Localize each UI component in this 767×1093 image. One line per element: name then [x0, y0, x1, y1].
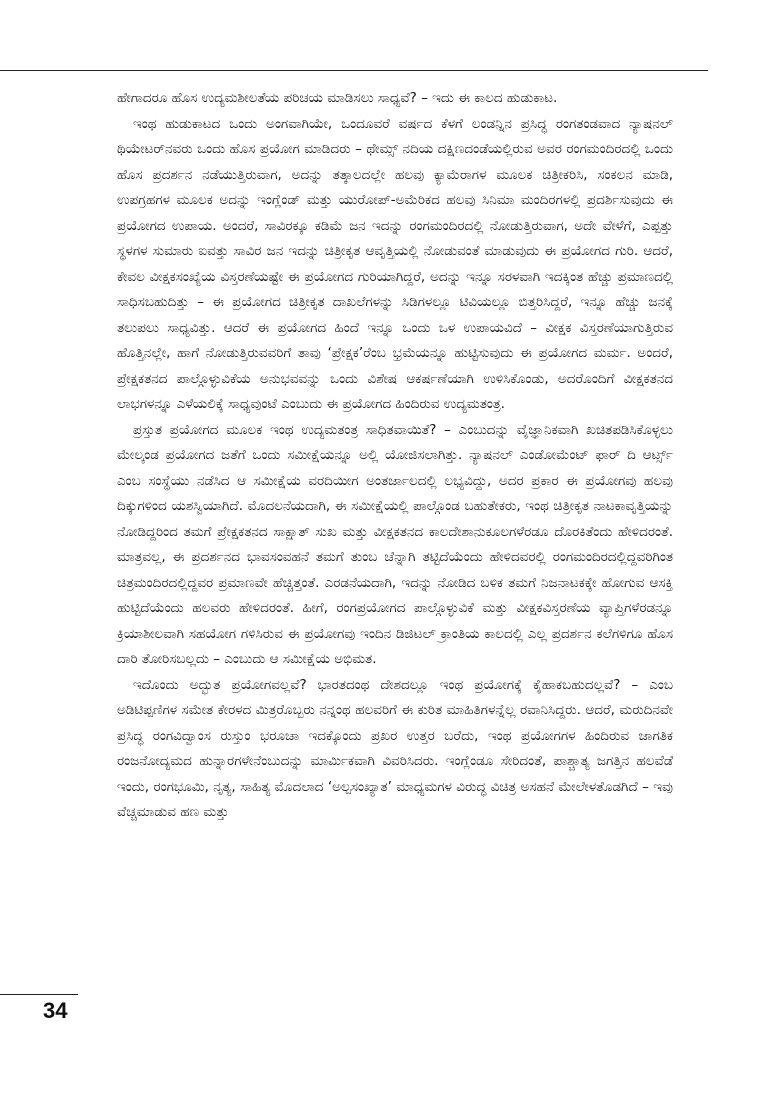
- paragraph-3: ಪ್ರಸ್ತುತ ಪ್ರಯೋಗದ ಮೂಲಕ ಇಂಥ ಉದ್ಯಮತಂತ್ರ ಸಾಧಿತವಾಯಿತೆ? – ಎಂಬುದನ್ನು ವೈಜ್ಞಾನಿಕವಾಗಿ ಖಚಿತಪಡಿಸಿಕೊಳ್ಳಲು ಮೇಲ್ಕಂಡ ಪ್ರಯೋಗದ ಜತೆಗೆ ಒಂದು ಸಮೀಕ್ಷೆಯನ್ನೂ ಅಲ್ಲಿ ಯೋಜಿಸಲಾಗಿತ್ತು. ನ್ಯಾಷನಲ್ ಎಂಡೋಮೆಂಟ್ ಫಾರ್ ದಿ ಆರ್ಟ್ಸ್ ಎಂಬ ಸಂಸ್ಥೆಯು ನಡೆಸಿದ ಆ ಸಮೀಕ್ಷೆಯ ವರದಿಯೀಗ ಅಂತರ್ಜಾಲದಲ್ಲಿ ಲಭ್ಯವಿದ್ದು, ಅದರ ಪ್ರಕಾರ ಈ ಪ್ರಯೋಗವು ಹಲವು ದಿಕ್ಕುಗಳಿಂದ ಯಶಸ್ವಿಯಾಗಿದೆ. ಮೊದಲನೆಯದಾಗಿ, ಈ ಸಮೀಕ್ಷೆಯಲ್ಲಿ ಪಾಲ್ಗೊಂಡ ಬಹುತೇಕರು, ಇಂಥ ಚಿತ್ರೀಕೃತ ನಾಟಕಾವೃತ್ತಿಯನ್ನು ನೋಡಿದ್ದರಿಂದ ತಮಗೆ ಪ್ರೇಕ್ಷಕತನದ ಸಾಕ್ಷಾತ್ ಸುಖ ಮತ್ತು ವೀಕ್ಷಕತನದ ಕಾಲದೇಶಾನುಕೂಲಗಳೆರಡೂ ದೊರಕಿತೆಂದು ಹೇಳಿದರಂತೆ. ಮಾತ್ರವಲ್ಲ, ಈ ಪ್ರದರ್ಶನದ ಭಾವಸಂವಹನೆ ತಮಗೆ ತುಂಬ ಚೆನ್ನಾಗಿ ತಟ್ಟಿದೆಯೆಂದು ಹೇಳಿದವರಲ್ಲಿ ರಂಗಮಂದಿರದಲ್ಲಿದ್ದವರಿಗಿಂತ ಚಿತ್ರಮಂದಿರದಲ್ಲಿದ್ದವರ ಪ್ರಮಾಣವೇ ಹೆಚ್ಚಿತ್ತಂತೆ. ಎರಡನೆಯದಾಗಿ, ಇದನ್ನು ನೋಡಿದ ಬಳಿಕ ತಮಗೆ ನಿಜನಾಟಕಕ್ಕೇ ಹೋಗುವ ಆಸಕ್ತಿ ಹುಟ್ಟಿದೆಯೆಂದು ಹಲವರು ಹೇಳಿದರಂತೆ. ಹೀಗೆ, ರಂಗಪ್ರಯೋಗದ ಪಾಲ್ಗೊಳ್ಳುವಿಕೆ ಮತ್ತು ವೀಕ್ಷಕವಿಸ್ತರಣೆಯ ವ್ಯಾಪ್ತಿಗಳೆರಡನ್ನೂ ಕ್ರಿಯಾಶೀಲವಾಗಿ ಸಹಯೋಗ ಗಳಿಸಿರುವ ಈ ಪ್ರಯೋಗವು ಇಂದಿನ ಡಿಜಿಟಲ್ ಕ್ರಾಂತಿಯ ಕಾಲದಲ್ಲಿ ಎಲ್ಲ ಪ್ರದರ್ಶನ ಕಲೆಗಳಿಗೂ ಹೊಸ ದಾರಿ ತೋರಿಸಬಲ್ಲದು – ಎಂಬುದು ಆ ಸಮೀಕ್ಷೆಯ ಅಭಿಮತ.: [117, 421, 673, 667]
- paragraph-1: ಹೇಗಾದರೂ ಹೊಸ ಉದ್ಯಮಶೀಲತೆಯ ಪರಿಚಯ ಮಾಡಿಸಲು ಸಾಧ್ಯವೆ? – ಇದು ಈ ಕಾಲದ ಹುಡುಕಾಟ.: [117, 90, 558, 106]
- paragraph-4: ಇದೊಂದು ಅದ್ಭುತ ಪ್ರಯೋಗವಲ್ಲವೆ? ಭಾರತದಂಥ ದೇಶದಲ್ಲೂ ಇಂಥ ಪ್ರಯೋಗಕ್ಕೆ ಕೈಹಾಕಬಹುದಲ್ಲವೆ? – ಎಂಬ ಅಡಿಟಿಪ್ಪಣಿಗಳ ಸಮೇತ ಕೇರಳದ ಮಿತ್ರರೊಬ್ಬರು ನನ್ನಂಥ ಹಲವರಿಗೆ ಈ ಕುರಿತ ಮಾಹಿತಿಗಳನ್ನೆಲ್ಲ ರವಾನಿಸಿದ್ದರು. ಆದರೆ, ಮರುದಿನವೇ ಪ್ರಸಿದ್ಧ ರಂಗವಿದ್ವಾಂಸ ರುಸ್ತುಂ ಭರೂಚಾ ಇದಕ್ಕೊಂದು ಪ್ರಖರ ಉತ್ತರ ಬರೆದು, ಇಂಥ ಪ್ರಯೋಗಗಳ ಹಿಂದಿರುವ ಜಾಗತಿಕ ರಂಜನೋದ್ಯಮದ ಹುನ್ನಾರಗಳೇನೆಂಬುದನ್ನು ಮಾರ್ಮಿಕವಾಗಿ ವಿವರಿಸಿದರು. ಇಂಗ್ಲೆಂಡೂ ಸೇರಿದಂತೆ, ಪಾಶ್ಚಾತ್ಯ ಜಗತ್ತಿನ ಹಲವೆಡೆ ಇಂದು, ರಂಗಭೂಮಿ, ನೃತ್ಯ, ಸಾಹಿತ್ಯ ಮೊದಲಾದ ‘ಅಲ್ಪಸಂಖ್ಯಾತ’ ಮಾಧ್ಯಮಗಳ ವಿರುದ್ಧ ವಿಚಿತ್ರ ಅಸಹನೆ ಮೇಲೇಳತೊಡಗಿದೆ – ಇವು ವೆಚ್ಚಮಾಡುವ ಹಣ ಮತ್ತು: [117, 676, 673, 820]
- page-number: 34: [43, 998, 68, 1023]
- article-body: [117, 86, 673, 826]
- footer-rule: [0, 994, 78, 995]
- header-rule: [0, 70, 708, 71]
- paragraph-2: ಇಂಥ ಹುಡುಕಾಟದ ಒಂದು ಅಂಗವಾಗಿಯೇ, ಒಂದೂವರೆ ವರ್ಷದ ಕೆಳಗೆ ಲಂಡನ್ನಿನ ಪ್ರಸಿದ್ಧ ರಂಗತಂಡವಾದ ನ್ಯಾಷನಲ್ ಥಿಯೇಟರ್‌ನವರು ಒಂದು ಹೊಸ ಪ್ರಯೋಗ ಮಾಡಿದರು – ಥೇಮ್ಸ್ ನದಿಯ ದಕ್ಷಿಣದಂಡೆಯಲ್ಲಿರುವ ಅವರ ರಂಗಮಂದಿರದಲ್ಲಿ ಒಂದು ಹೊಸ ಪ್ರದರ್ಶನ ನಡೆಯುತ್ತಿರುವಾಗ, ಅದನ್ನು ತತ್ಕಾಲದಲ್ಲೇ ಹಲವು ಕ್ಯಾಮೆರಾಗಳ ಮೂಲಕ ಚಿತ್ರೀಕರಿಸಿ, ಸಂಕಲನ ಮಾಡಿ, ಉಪಗ್ರಹಗಳ ಮೂಲಕ ಅದನ್ನು ಇಂಗ್ಲೆಂಡ್ ಮತ್ತು ಯುರೋಪ್-ಅಮೆರಿಕದ ಹಲವು ಸಿನಿಮಾ ಮಂದಿರಗಳಲ್ಲಿ ಪ್ರದರ್ಶಿಸುವುದು ಈ ಪ್ರಯೋಗದ ಉಪಾಯ. ಅಂದರೆ, ಸಾವಿರಕ್ಕೂ ಕಡಿಮೆ ಜನ ಇದನ್ನು ರಂಗಮಂದಿರದಲ್ಲಿ ನೋಡುತ್ತಿರುವಾಗ, ಅದೇ ವೇಳೆಗೆ, ಎಪ್ಪತ್ತು ಸ್ಥಳಗಳ ಸುಮಾರು ಐವತ್ತು ಸಾವಿರ ಜನ ಇದನ್ನು ಚಿತ್ರೀಕೃತ ಆವೃತ್ತಿಯಲ್ಲಿ ನೋಡುವಂತೆ ಮಾಡುವುದು ಈ ಪ್ರಯೋಗದ ಗುರಿ. ಆದರೆ, ಕೇವಲ ವೀಕ್ಷಕಸಂಖ್ಯೆಯ ವಿಸ್ತರಣೆಯಷ್ಟೇ ಈ ಪ್ರಯೋಗದ ಗುರಿಯಾಗಿದ್ದರೆ, ಅದನ್ನು ಇನ್ನೂ ಸರಳವಾಗಿ ಇದಕ್ಕಿಂತ ಹೆಚ್ಚು ಪ್ರಮಾಣದಲ್ಲಿ ಸಾಧಿಸಬಹುದಿತ್ತು – ಈ ಪ್ರಯೋಗದ ಚಿತ್ರೀಕೃತ ದಾಖಲೆಗಳನ್ನು ಸಿಡಿಗಳಲ್ಲೂ ಟಿವಿಯಲ್ಲೂ ಬಿತ್ತರಿಸಿದ್ದರೆ, ಇನ್ನೂ ಹೆಚ್ಚು ಜನಕ್ಕೆ ತಲುಪಲು ಸಾಧ್ಯವಿತ್ತು. ಆದರೆ ಈ ಪ್ರಯೋಗದ ಹಿಂದೆ ಇನ್ನೂ ಒಂದು ಒಳ ಉಪಾಯವಿದೆ – ವೀಕ್ಷಕ ವಿಸ್ತರಣೆಯಾಗುತ್ತಿರುವ ಹೊತ್ತಿನಲ್ಲೇ, ಹಾಗೆ ನೋಡುತ್ತಿರುವವರಿಗೆ ತಾವು ‘ಪ್ರೇಕ್ಷಕ’ರೆಂಬ ಭ್ರಮೆಯನ್ನೂ ಹುಟ್ಟಿಸುವುದು ಈ ಪ್ರಯೋಗದ ಮರ್ಮ. ಅಂದರೆ, ಪ್ರೇಕ್ಷಕತನದ ಪಾಲ್ಗೊಳ್ಳುವಿಕೆಯ ಅನುಭವವನ್ನು ಒಂದು ವಿಶೇಷ ಆಕರ್ಷಣೆಯಾಗಿ ಉಳಿಸಿಕೊಂಡು, ಅದರೊಂದಿಗೆ ವೀಕ್ಷಕತನದ ಲಾಭಗಳನ್ನೂ ಎಳೆಯಲಿಕ್ಕೆ ಸಾಧ್ಯವುಂಟೆ ಎಂಬುದು ಈ ಪ್ರಯೋಗದ ಹಿಂದಿರುವ ಉದ್ಯಮತಂತ್ರ.: [117, 115, 673, 412]
